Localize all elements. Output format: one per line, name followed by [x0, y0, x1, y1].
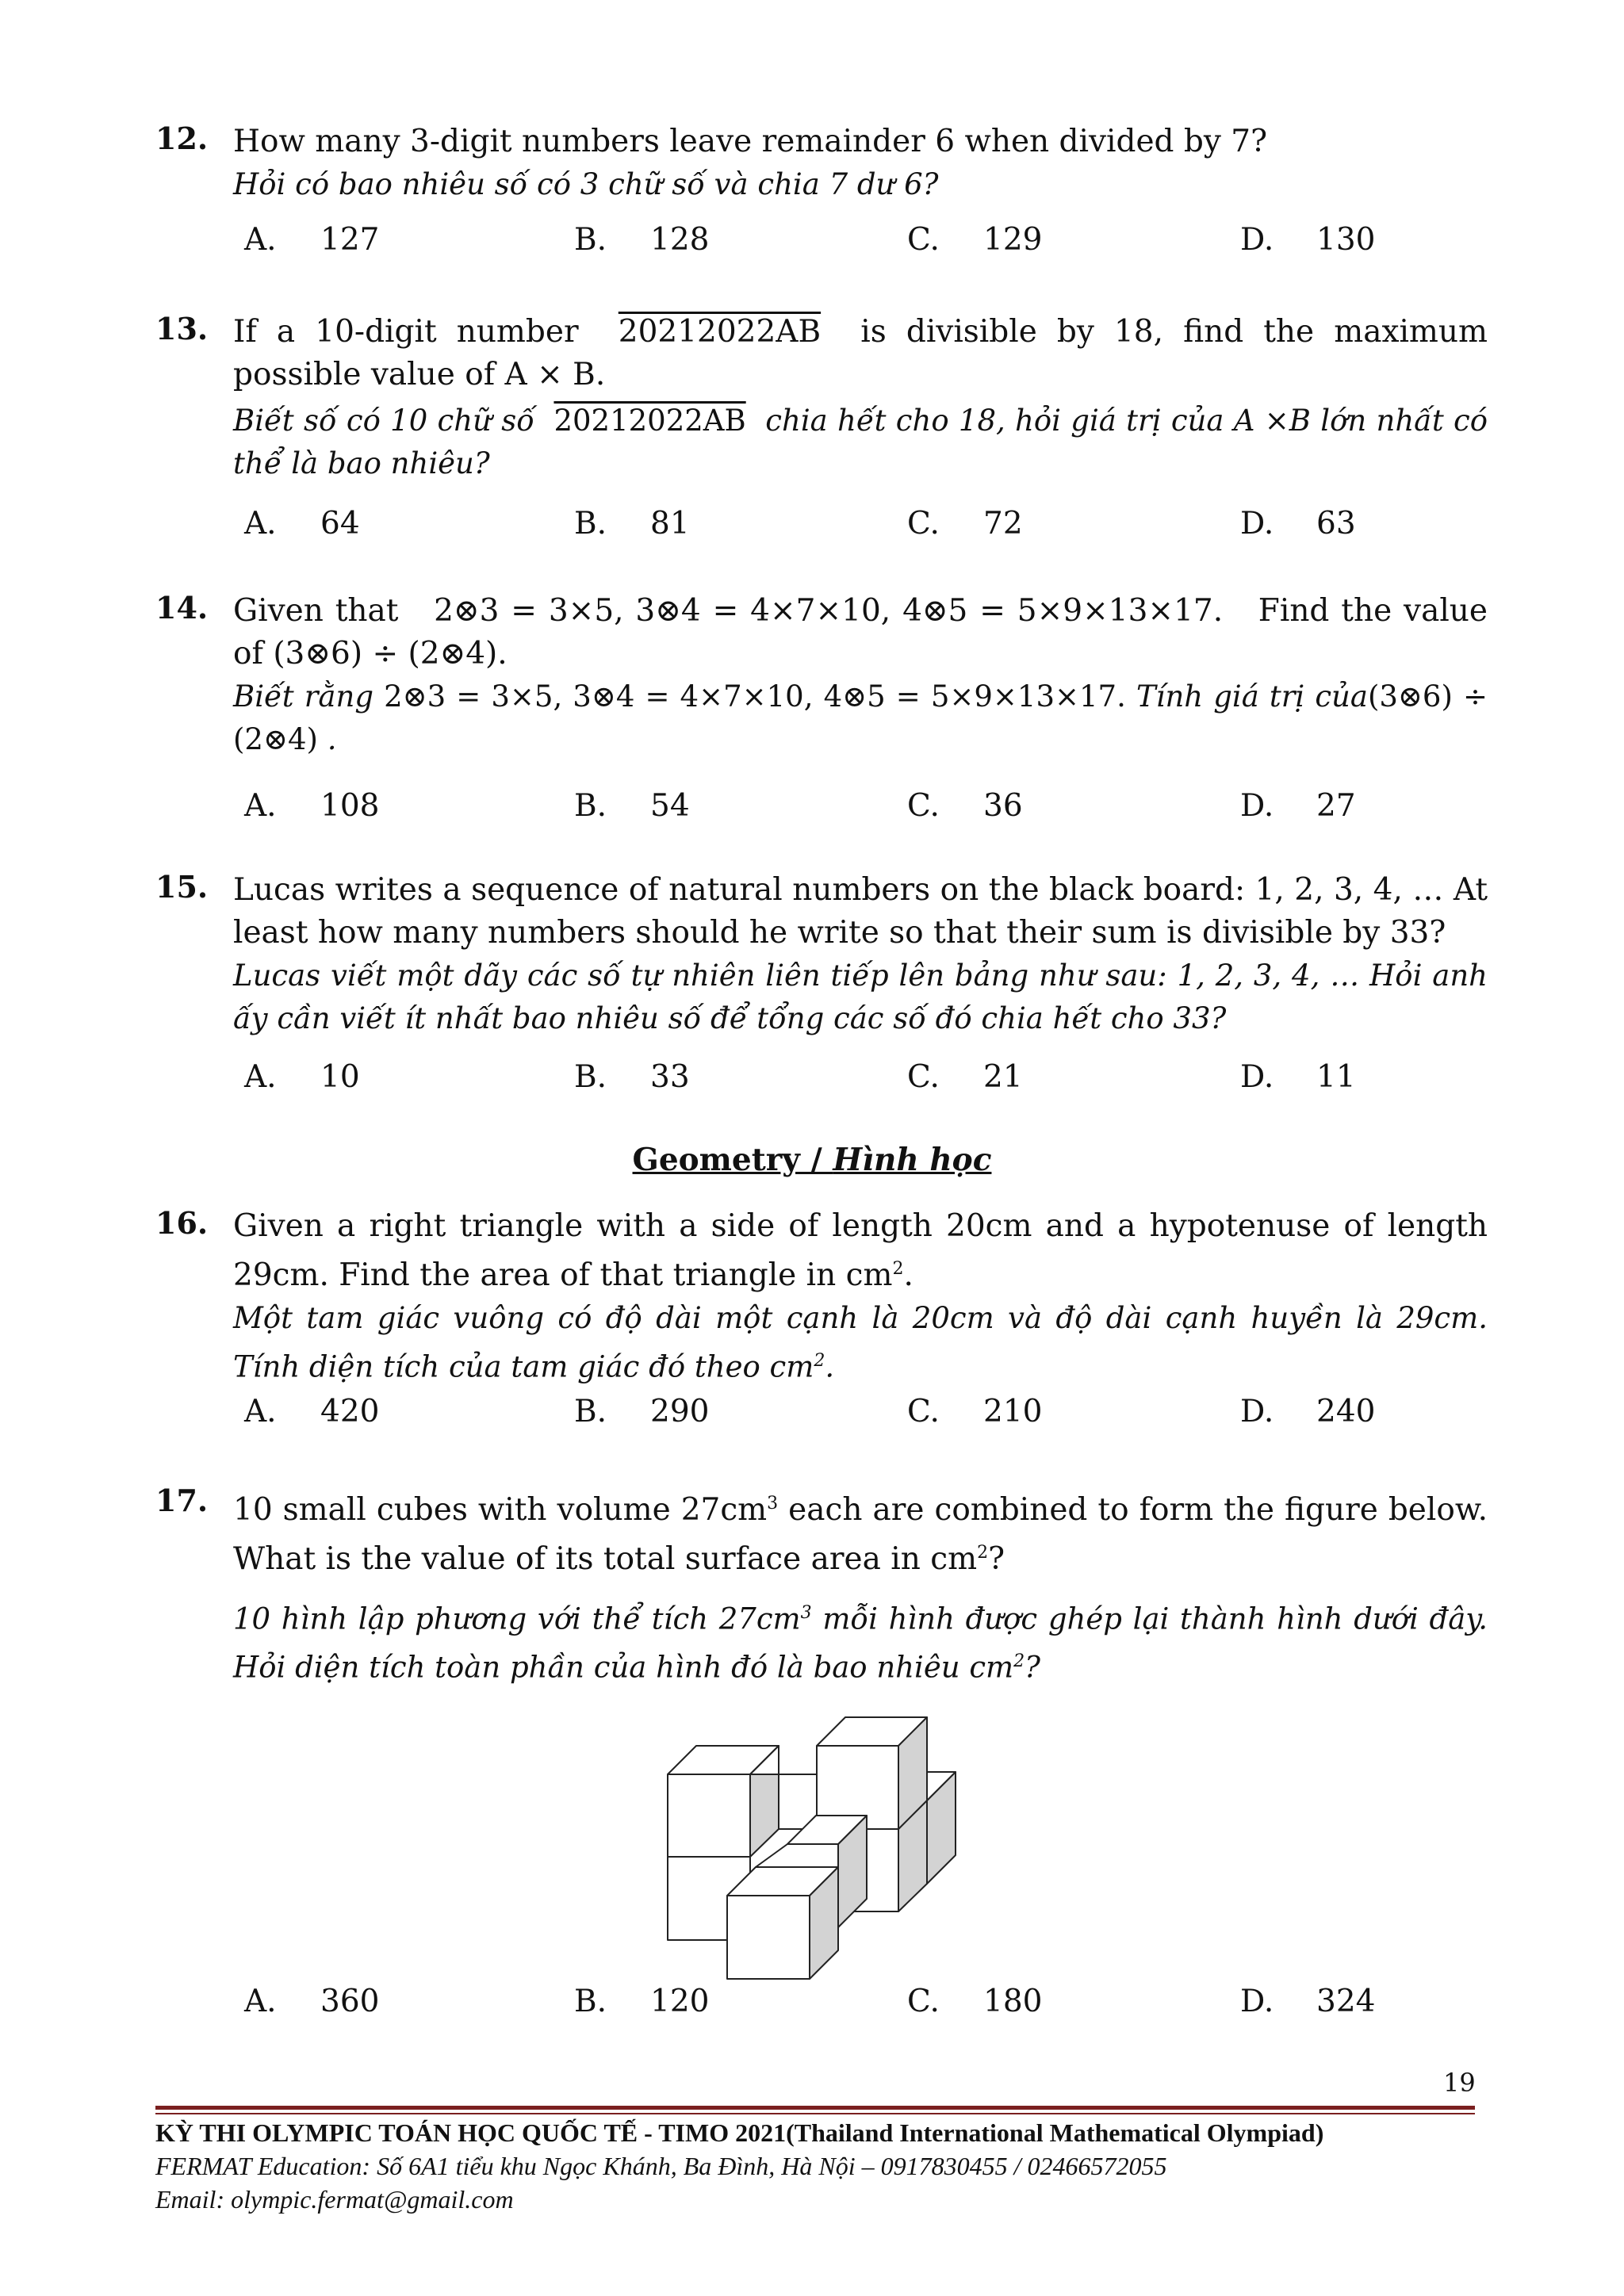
option-b[interactable]: B. 290 [574, 1394, 710, 1429]
question-text-en: If a 10-digit number 20212022AB is divisible by 18, find the maximum possible value of A × B. [233, 314, 1488, 392]
question-number: 12. [155, 121, 209, 156]
option-d[interactable]: D. 240 [1240, 1394, 1376, 1429]
option-d[interactable]: D. 130 [1240, 222, 1376, 258]
option-a[interactable]: A. 10 [244, 1059, 360, 1095]
question-number: 15. [155, 869, 209, 905]
question-text-vi: Biết rằng 2⊗3 = 3×5, 3⊗4 = 4×7×10, 4⊗5 = 5×9×13×17. Tính giá trị của(3⊗6) ÷ (2⊗4) . [233, 679, 1488, 756]
answer-options [244, 1394, 1488, 1433]
question-text-vi: Hỏi có bao nhiêu số có 3 chữ số và chia 7 dư 6? [233, 167, 939, 201]
option-b[interactable]: B. 33 [574, 1059, 690, 1095]
option-a[interactable]: A. 360 [244, 1984, 380, 2019]
question-13 [155, 311, 1488, 549]
ten-digit-number: 20212022AB [618, 314, 822, 350]
question-number: 13. [155, 311, 209, 346]
option-a[interactable]: A. 108 [244, 788, 380, 824]
option-d[interactable]: D. 11 [1240, 1059, 1356, 1095]
question-text-vi: Biết số có 10 chữ số 20212022AB chia hết cho 18, hỏi giá trị của A ×B lớn nhất có thể là bao nhiêu? [233, 404, 1488, 480]
answer-options [244, 222, 1488, 262]
option-c[interactable]: C. 36 [907, 788, 1023, 824]
question-text-en: Lucas writes a sequence of natural numbers on the black board: 1, 2, 3, 4, … At least how many numbers should he write so that their sum is divisible by 33? [233, 872, 1488, 951]
option-b[interactable]: B. 54 [574, 788, 690, 824]
option-d[interactable]: D. 27 [1240, 788, 1356, 824]
cube-face [727, 1896, 810, 1979]
question-number: 14. [155, 590, 209, 626]
question-text-vi: Một tam giác vuông có độ dài một cạnh là 20cm và độ dài cạnh huyền là 29cm. Tính diện tích của tam giác đó theo $cm^2$. [233, 1301, 1488, 1384]
question-12 [155, 121, 1488, 271]
question-14 [155, 590, 1488, 828]
question-number: 16. [155, 1205, 209, 1241]
page-number: 19 [1443, 2068, 1476, 2098]
option-c[interactable]: C. 21 [907, 1059, 1023, 1095]
option-a[interactable]: A. 64 [244, 506, 360, 541]
option-c[interactable]: C. 210 [907, 1394, 1043, 1429]
question-text-en: Given a right triangle with a side of length 20cm and a hypotenuse of length 29cm. Find the area of that triangle in $cm^2$. [233, 1208, 1488, 1293]
question-text-vi: Lucas viết một dãy các số tự nhiên liên tiếp lên bảng như sau: 1, 2, 3, 4, … Hỏi anh ấy cần viết ít nhất bao nhiêu số để tổng các số đó chia hết cho 33? [233, 959, 1488, 1035]
option-b[interactable]: B. 120 [574, 1984, 710, 2019]
footer-rule-thin [155, 2113, 1475, 2114]
option-d[interactable]: D. 324 [1240, 1984, 1376, 2019]
answer-options [244, 506, 1488, 545]
footer-rule [155, 2106, 1475, 2110]
question-number: 17. [155, 1483, 209, 1518]
footer-email: Email: olympic.fermat@gmail.com [155, 2185, 514, 2214]
cube-face [756, 1844, 838, 1867]
answer-options [244, 788, 1488, 828]
option-b[interactable]: B. 81 [574, 506, 690, 541]
question-text-vi: 10 hình lập phương với thể tích $27cm^3$ mỗi hình được ghép lại thành hình dưới đây. Hỏi diện tích toàn phần của hình đó là bao nhiêu $cm^2$? [233, 1601, 1488, 1685]
ten-digit-number: 20212022AB [553, 404, 746, 438]
option-c[interactable]: C. 129 [907, 222, 1043, 258]
question-16 [155, 1205, 1488, 1443]
option-a[interactable]: A. 420 [244, 1394, 380, 1429]
option-b[interactable]: B. 128 [574, 222, 710, 258]
cube-face [668, 1774, 750, 1857]
section-heading: Geometry / Hình học [632, 1142, 992, 1178]
question-text-en: 10 small cubes with volume $27cm^3$ each are combined to form the figure below. What is the value of its total surface area in $cm^2$? [233, 1492, 1488, 1577]
footer-address: FERMAT Education: Số 6A1 tiểu khu Ngọc Khánh, Ba Đình, Hà Nội – 0917830455 / 02466572055 [155, 2152, 1167, 2180]
option-c[interactable]: C. 180 [907, 1984, 1043, 2019]
question-text-en: Given that 2⊗3 = 3×5, 3⊗4 = 4×7×10, 4⊗5 = 5×9×13×17. Find the value of (3⊗6) ÷ (2⊗4). [233, 593, 1488, 672]
answer-options [244, 1059, 1488, 1099]
question-text-en: How many 3-digit numbers leave remainder 6 when divided by 7? [233, 124, 1268, 159]
question-15 [155, 869, 1488, 1107]
option-d[interactable]: D. 63 [1240, 506, 1356, 541]
cube-figure [650, 1661, 983, 1994]
footer-title: KỲ THI OLYMPIC TOÁN HỌC QUỐC TẾ - TIMO 2021(Thailand International Mathematical Olympiad) [155, 2118, 1324, 2147]
option-c[interactable]: C. 72 [907, 506, 1023, 541]
option-a[interactable]: A. 127 [244, 222, 380, 258]
